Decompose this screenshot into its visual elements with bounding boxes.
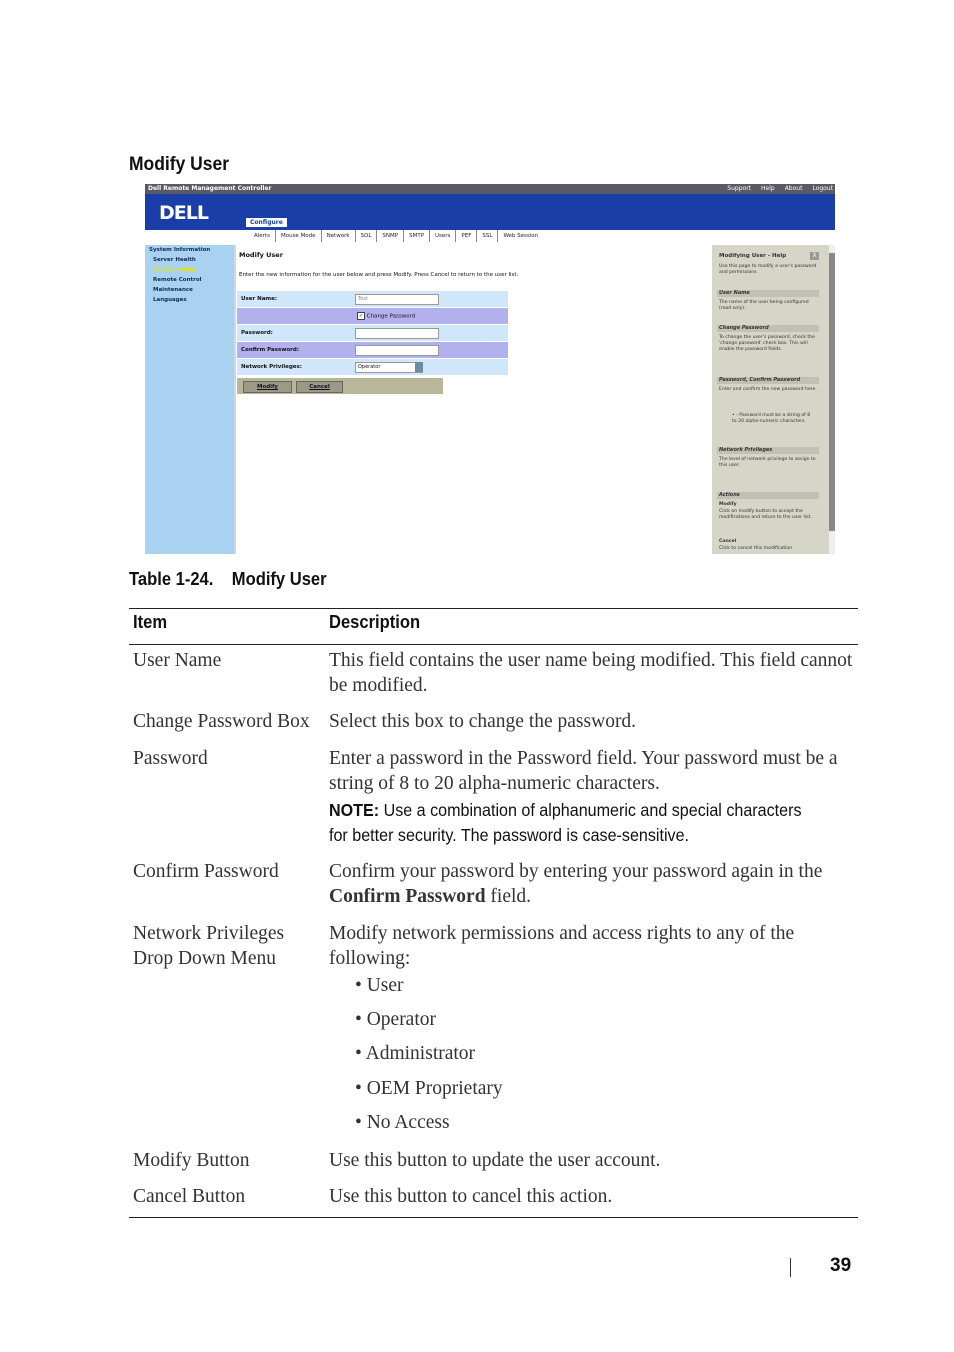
list-item: • Administrator bbox=[355, 1043, 476, 1064]
about-link[interactable]: About bbox=[784, 185, 803, 192]
list-item: • Operator bbox=[355, 1009, 437, 1030]
table-row-description: Use this button to cancel this action. bbox=[329, 1186, 613, 1207]
user-name-row bbox=[237, 291, 508, 307]
help-privileges-heading: Network Privileges bbox=[717, 447, 819, 454]
change-password-row bbox=[237, 308, 508, 324]
subnav-web-session[interactable]: Web Session bbox=[503, 233, 539, 239]
option-label: No Access bbox=[366, 1112, 450, 1133]
password-row bbox=[237, 325, 508, 341]
description-text: Confirm your password by entering your password again in the bbox=[329, 861, 823, 882]
note-label: NOTE: bbox=[329, 800, 380, 820]
banner bbox=[145, 194, 835, 230]
table-row-description: Use this button to update the user account. bbox=[329, 1150, 661, 1171]
help-password-heading: Password, Confirm Password bbox=[717, 377, 819, 384]
option-label: Operator bbox=[366, 1009, 437, 1030]
subnav-users[interactable]: Users bbox=[430, 230, 456, 242]
table-caption bbox=[129, 569, 327, 590]
table-row-description bbox=[329, 859, 859, 909]
option-label: User bbox=[366, 975, 404, 996]
modify-button[interactable]: Modify bbox=[243, 381, 292, 393]
table-row-description: This field contains the user name being modified. This field cannot be modified. bbox=[329, 650, 853, 696]
table-bottom-rule bbox=[129, 1217, 858, 1218]
cancel-button[interactable]: Cancel bbox=[296, 381, 343, 393]
table-top-rule bbox=[129, 608, 858, 609]
help-privileges-text: The level of network privilege to assign to this user. bbox=[719, 457, 816, 468]
help-modify-heading: Modify bbox=[719, 502, 737, 507]
description-bold-term: Confirm Password bbox=[329, 886, 486, 907]
help-modify-text: Click on modify button to accept the modifications and return to the user list. bbox=[719, 509, 812, 520]
list-item: • OEM Proprietary bbox=[355, 1078, 503, 1099]
nav-remote-control[interactable]: Remote Control bbox=[153, 277, 202, 283]
nav-maintenance[interactable]: Maintenance bbox=[153, 287, 193, 293]
subnav-sol[interactable]: SOL bbox=[356, 230, 378, 242]
help-intro: Use this page to modify a user's password and permissions bbox=[719, 264, 817, 275]
subnav-network[interactable]: Network bbox=[322, 230, 356, 242]
scrollbar-thumb[interactable] bbox=[829, 253, 835, 531]
nav-system-information[interactable]: System Information bbox=[149, 247, 211, 253]
table-row-item: Network Privileges Drop Down Menu bbox=[133, 923, 285, 969]
table-row-item: Password bbox=[133, 748, 208, 769]
table-row-description: Enter a password in the Password field. Your password must be a string of 8 to 20 alpha-numeric characters. bbox=[329, 748, 838, 794]
table-row-description: Select this box to change the password. bbox=[329, 711, 637, 732]
divider bbox=[234, 245, 236, 554]
help-user-name-text: The name of the user being configured (read only). bbox=[719, 300, 809, 311]
note-text: Use a combination of alphanumeric and special characters for better security. The password is case-sensitive. bbox=[329, 800, 802, 845]
help-password-rule: • - Password must be a string of 8 to 20 alpha-numeric characters. bbox=[732, 413, 811, 424]
subnav-mouse-mode[interactable]: Mouse Mode bbox=[276, 230, 322, 242]
help-panel bbox=[712, 245, 829, 554]
help-password-text: Enter and confirm the new password here. bbox=[719, 387, 817, 392]
table-row-item: Cancel Button bbox=[133, 1186, 246, 1207]
network-privileges-row bbox=[237, 359, 508, 375]
help-scrollbar[interactable] bbox=[829, 245, 835, 554]
nav-languages[interactable]: Languages bbox=[153, 297, 187, 303]
page-number-divider bbox=[790, 1258, 791, 1277]
subnav-smtp[interactable]: SMTP bbox=[404, 230, 430, 242]
help-title: Modifying User - Help bbox=[719, 253, 787, 259]
list-item: • No Access bbox=[355, 1112, 450, 1133]
subnav-ssl[interactable]: SSL bbox=[477, 230, 498, 242]
user-name-field: Test bbox=[355, 294, 439, 305]
checkbox-checked-icon: ✓ bbox=[358, 313, 364, 319]
app-title: Dell Remote Management Controller bbox=[148, 185, 272, 192]
close-icon[interactable]: X bbox=[810, 252, 819, 260]
subnav-pef[interactable]: PEF bbox=[456, 230, 477, 242]
section-title: Modify User bbox=[129, 154, 230, 175]
password-label: Password: bbox=[241, 330, 273, 336]
intro-text: Enter the new information for the user below and press Modify. Press Cancel to return to the user list. bbox=[239, 272, 519, 278]
password-input[interactable] bbox=[355, 328, 439, 339]
confirm-password-input[interactable] bbox=[355, 345, 439, 356]
help-user-name-heading: User Name bbox=[717, 290, 819, 297]
option-label: OEM Proprietary bbox=[366, 1078, 503, 1099]
table-row-item: Change Password Box bbox=[133, 711, 310, 732]
user-name-label: User Name: bbox=[241, 296, 278, 302]
confirm-password-label: Confirm Password: bbox=[241, 347, 300, 353]
left-navigation bbox=[145, 245, 234, 554]
chevron-down-icon[interactable] bbox=[415, 362, 423, 372]
table-row-item: Confirm Password bbox=[133, 861, 279, 882]
network-privileges-select[interactable]: Operator bbox=[355, 362, 423, 373]
tab-configure[interactable]: Configure bbox=[246, 218, 287, 227]
table-row-item: User Name bbox=[133, 650, 222, 671]
nav-server-health[interactable]: Server Health bbox=[153, 257, 196, 263]
table-number: Table 1-24. bbox=[129, 569, 214, 589]
network-privileges-label: Network Privileges: bbox=[241, 364, 302, 370]
confirm-password-row bbox=[237, 342, 508, 358]
option-label: Administrator bbox=[365, 1043, 476, 1064]
list-item: • User bbox=[355, 975, 404, 996]
table-header-rule bbox=[129, 644, 858, 645]
subnav-alerts[interactable]: Alerts bbox=[249, 230, 276, 242]
change-password-checkbox[interactable] bbox=[357, 312, 415, 320]
help-password-rule-text: - Password must be a string of 8 to 20 alpha-numeric characters. bbox=[732, 413, 811, 424]
password-note bbox=[329, 798, 817, 848]
help-cancel-heading: Cancel bbox=[719, 539, 737, 544]
header-item: Item bbox=[133, 612, 168, 632]
nav-configuration[interactable]: Configuration bbox=[153, 267, 196, 273]
main-panel bbox=[237, 245, 707, 554]
help-cancel-text: Click to cancel this modification bbox=[719, 546, 793, 551]
sub-navigation bbox=[145, 230, 835, 242]
header-description: Description bbox=[329, 612, 421, 632]
help-change-password-heading: Change Password bbox=[717, 325, 819, 332]
help-actions-heading: Actions bbox=[717, 492, 819, 499]
modify-user-screenshot bbox=[145, 184, 835, 554]
help-link[interactable]: Help bbox=[761, 185, 775, 192]
support-link[interactable]: Support bbox=[727, 185, 752, 192]
dell-logo: DELL bbox=[159, 202, 208, 224]
table-row-description: Modify network permissions and access rights to any of the following: bbox=[329, 923, 795, 969]
change-password-label: Change Password bbox=[366, 313, 416, 320]
button-bar bbox=[237, 378, 443, 394]
description-text-end: field. bbox=[490, 886, 532, 907]
page-heading: Modify User bbox=[239, 251, 283, 259]
page-number: 39 bbox=[830, 1255, 852, 1276]
subnav-snmp[interactable]: SNMP bbox=[377, 230, 404, 242]
table-row-item: Modify Button bbox=[133, 1150, 250, 1171]
help-change-password-text: To change the user's password, check the 'change password' check box. This will enable the password fields. bbox=[719, 335, 815, 352]
logout-link[interactable]: Logout bbox=[812, 185, 833, 192]
table-title: Modify User bbox=[231, 569, 327, 589]
title-bar bbox=[145, 184, 835, 194]
